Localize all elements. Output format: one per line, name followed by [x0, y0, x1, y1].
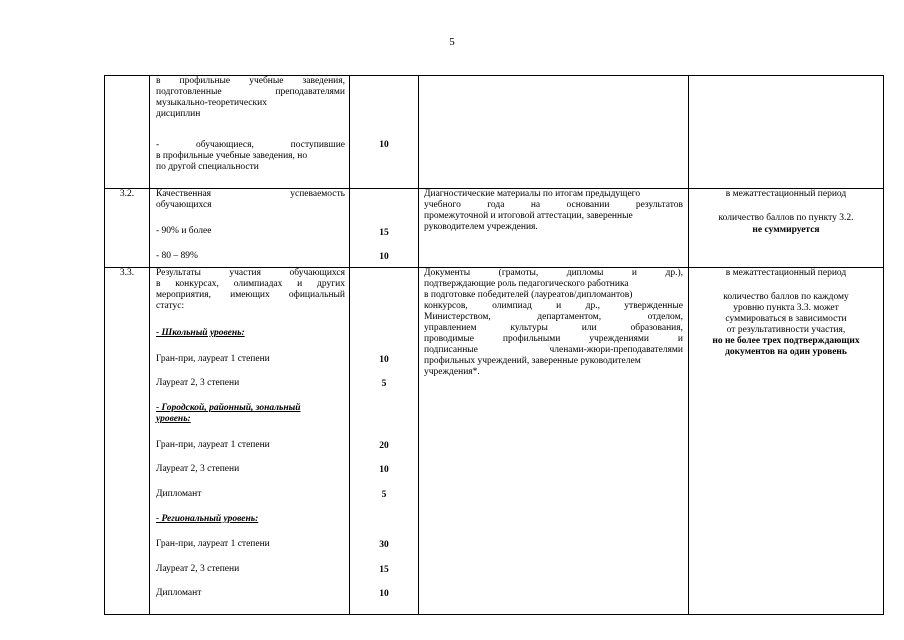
documents-line: в подготовке победителей (лауреатов/дипломантов) — [424, 290, 633, 300]
criterion-line: Качественная успеваемость — [156, 189, 345, 199]
criterion-item: Лауреат 2, 3 степени — [156, 464, 240, 474]
documents-line: подтверждающие роль педагогического работника — [424, 279, 629, 289]
criterion-line: в профильные учебные заведения, но — [156, 151, 308, 161]
criterion-item: - 90% и более — [156, 226, 212, 236]
note-line: в межаттестационный период — [725, 268, 847, 278]
table-row — [105, 76, 884, 189]
row-number: 3.3. — [119, 268, 135, 278]
criterion-cell — [150, 76, 350, 189]
criterion-line: - обучающиеся, поступившие — [156, 140, 345, 150]
criterion-item: Гран-при, лауреат 1 степени — [156, 539, 270, 549]
documents-line: профильных учреждений, заверенные руководителем — [424, 356, 641, 366]
points-value: 10 — [379, 465, 389, 475]
points-cell — [350, 268, 419, 615]
documents-line: Документы (грамоты, дипломы и др.), — [424, 268, 683, 278]
points-cell — [350, 76, 419, 189]
criterion-item: Гран-при, лауреат 1 степени — [156, 354, 270, 364]
note-emphasis: документов на один уровень — [725, 347, 847, 357]
documents-line: Диагностические материалы по итогам предыдущего — [424, 189, 641, 199]
note-line: в межаттестационный период — [725, 189, 847, 199]
row-number-cell — [105, 76, 150, 189]
note-emphasis: но не более трех подтверждающих — [712, 336, 860, 346]
criterion-item: Лауреат 2, 3 степени — [156, 378, 240, 388]
criterion-item: Дипломант — [156, 489, 202, 499]
points-value: 10 — [379, 589, 389, 599]
documents-line: управлением культуры или образования, — [424, 323, 683, 333]
points-value: 30 — [379, 540, 389, 550]
documents-cell — [419, 268, 689, 615]
note-cell — [689, 189, 884, 268]
note-line: уровню пункта 3.3. может — [733, 303, 839, 313]
level-heading-city: уровень: — [156, 414, 191, 424]
criterion-line: дисциплин — [156, 109, 201, 119]
points-value: 15 — [379, 228, 389, 238]
note-cell — [689, 268, 884, 615]
criterion-cell — [150, 268, 350, 615]
points-value: 10 — [379, 355, 389, 365]
page-number: 5 — [449, 36, 455, 48]
documents-line: Министерством, департаментом, отделом, — [424, 312, 683, 322]
note-line: количество баллов по пункту 3.2. — [718, 213, 854, 223]
documents-cell — [419, 76, 689, 189]
row-number-cell — [105, 268, 150, 615]
note-emphasis: не суммируется — [752, 225, 820, 235]
criterion-line: обучающихся — [156, 200, 212, 210]
documents-line: учебного года на основании результатов — [424, 200, 683, 210]
documents-line: учреждения*. — [424, 367, 480, 377]
criterion-item: Лауреат 2, 3 степени — [156, 564, 240, 574]
documents-line: конкурсов, олимпиад и др., утвержденные — [424, 301, 683, 311]
documents-line: промежуточной и итоговой аттестации, заверенные — [424, 211, 633, 221]
points-value: 5 — [381, 490, 387, 500]
points-value: 15 — [379, 565, 389, 575]
points-value: 5 — [381, 379, 387, 389]
level-heading-school: - Школьный уровень: — [156, 328, 245, 338]
note-line: количество баллов по каждому — [723, 292, 849, 302]
criterion-cell — [150, 189, 350, 268]
documents-line: подписанные членами-жюри-преподавателями — [424, 345, 683, 355]
criterion-item: Гран-при, лауреат 1 степени — [156, 440, 270, 450]
criterion-line: мероприятия, имеющих официальный — [156, 290, 345, 300]
note-line: от результативности участия, — [726, 325, 846, 335]
criteria-table — [104, 75, 884, 615]
points-cell — [350, 189, 419, 268]
table-row — [105, 268, 884, 615]
points-value: 10 — [379, 252, 389, 262]
criterion-line: статус: — [156, 301, 185, 311]
criterion-line: подготовленные преподавателями — [156, 87, 345, 97]
points-value: 20 — [379, 441, 389, 451]
note-line: суммироваться в зависимости — [725, 314, 847, 324]
row-number-cell — [105, 189, 150, 268]
note-cell — [689, 76, 884, 189]
documents-cell — [419, 189, 689, 268]
level-heading-city: - Городской, районный, зональный — [156, 403, 301, 413]
table-row — [105, 189, 884, 268]
level-heading-region: - Региональный уровень: — [156, 514, 259, 524]
criterion-line: Результаты участия обучающихся — [156, 268, 345, 278]
documents-line: проводимые профильными учреждениями и — [424, 334, 683, 344]
criterion-line: музыкально-теоретических — [156, 98, 267, 108]
points-value: 10 — [379, 140, 389, 150]
criterion-line: в конкурсах, олимпиадах и других — [156, 279, 345, 289]
criterion-item: - 80 – 89% — [156, 251, 198, 261]
criterion-line: в профильные учебные заведения, — [156, 76, 345, 86]
documents-line: руководителем учреждения. — [424, 222, 538, 232]
row-number: 3.2. — [119, 189, 135, 199]
criterion-item: Дипломант — [156, 588, 202, 598]
criterion-line: по другой специальности — [156, 162, 259, 172]
